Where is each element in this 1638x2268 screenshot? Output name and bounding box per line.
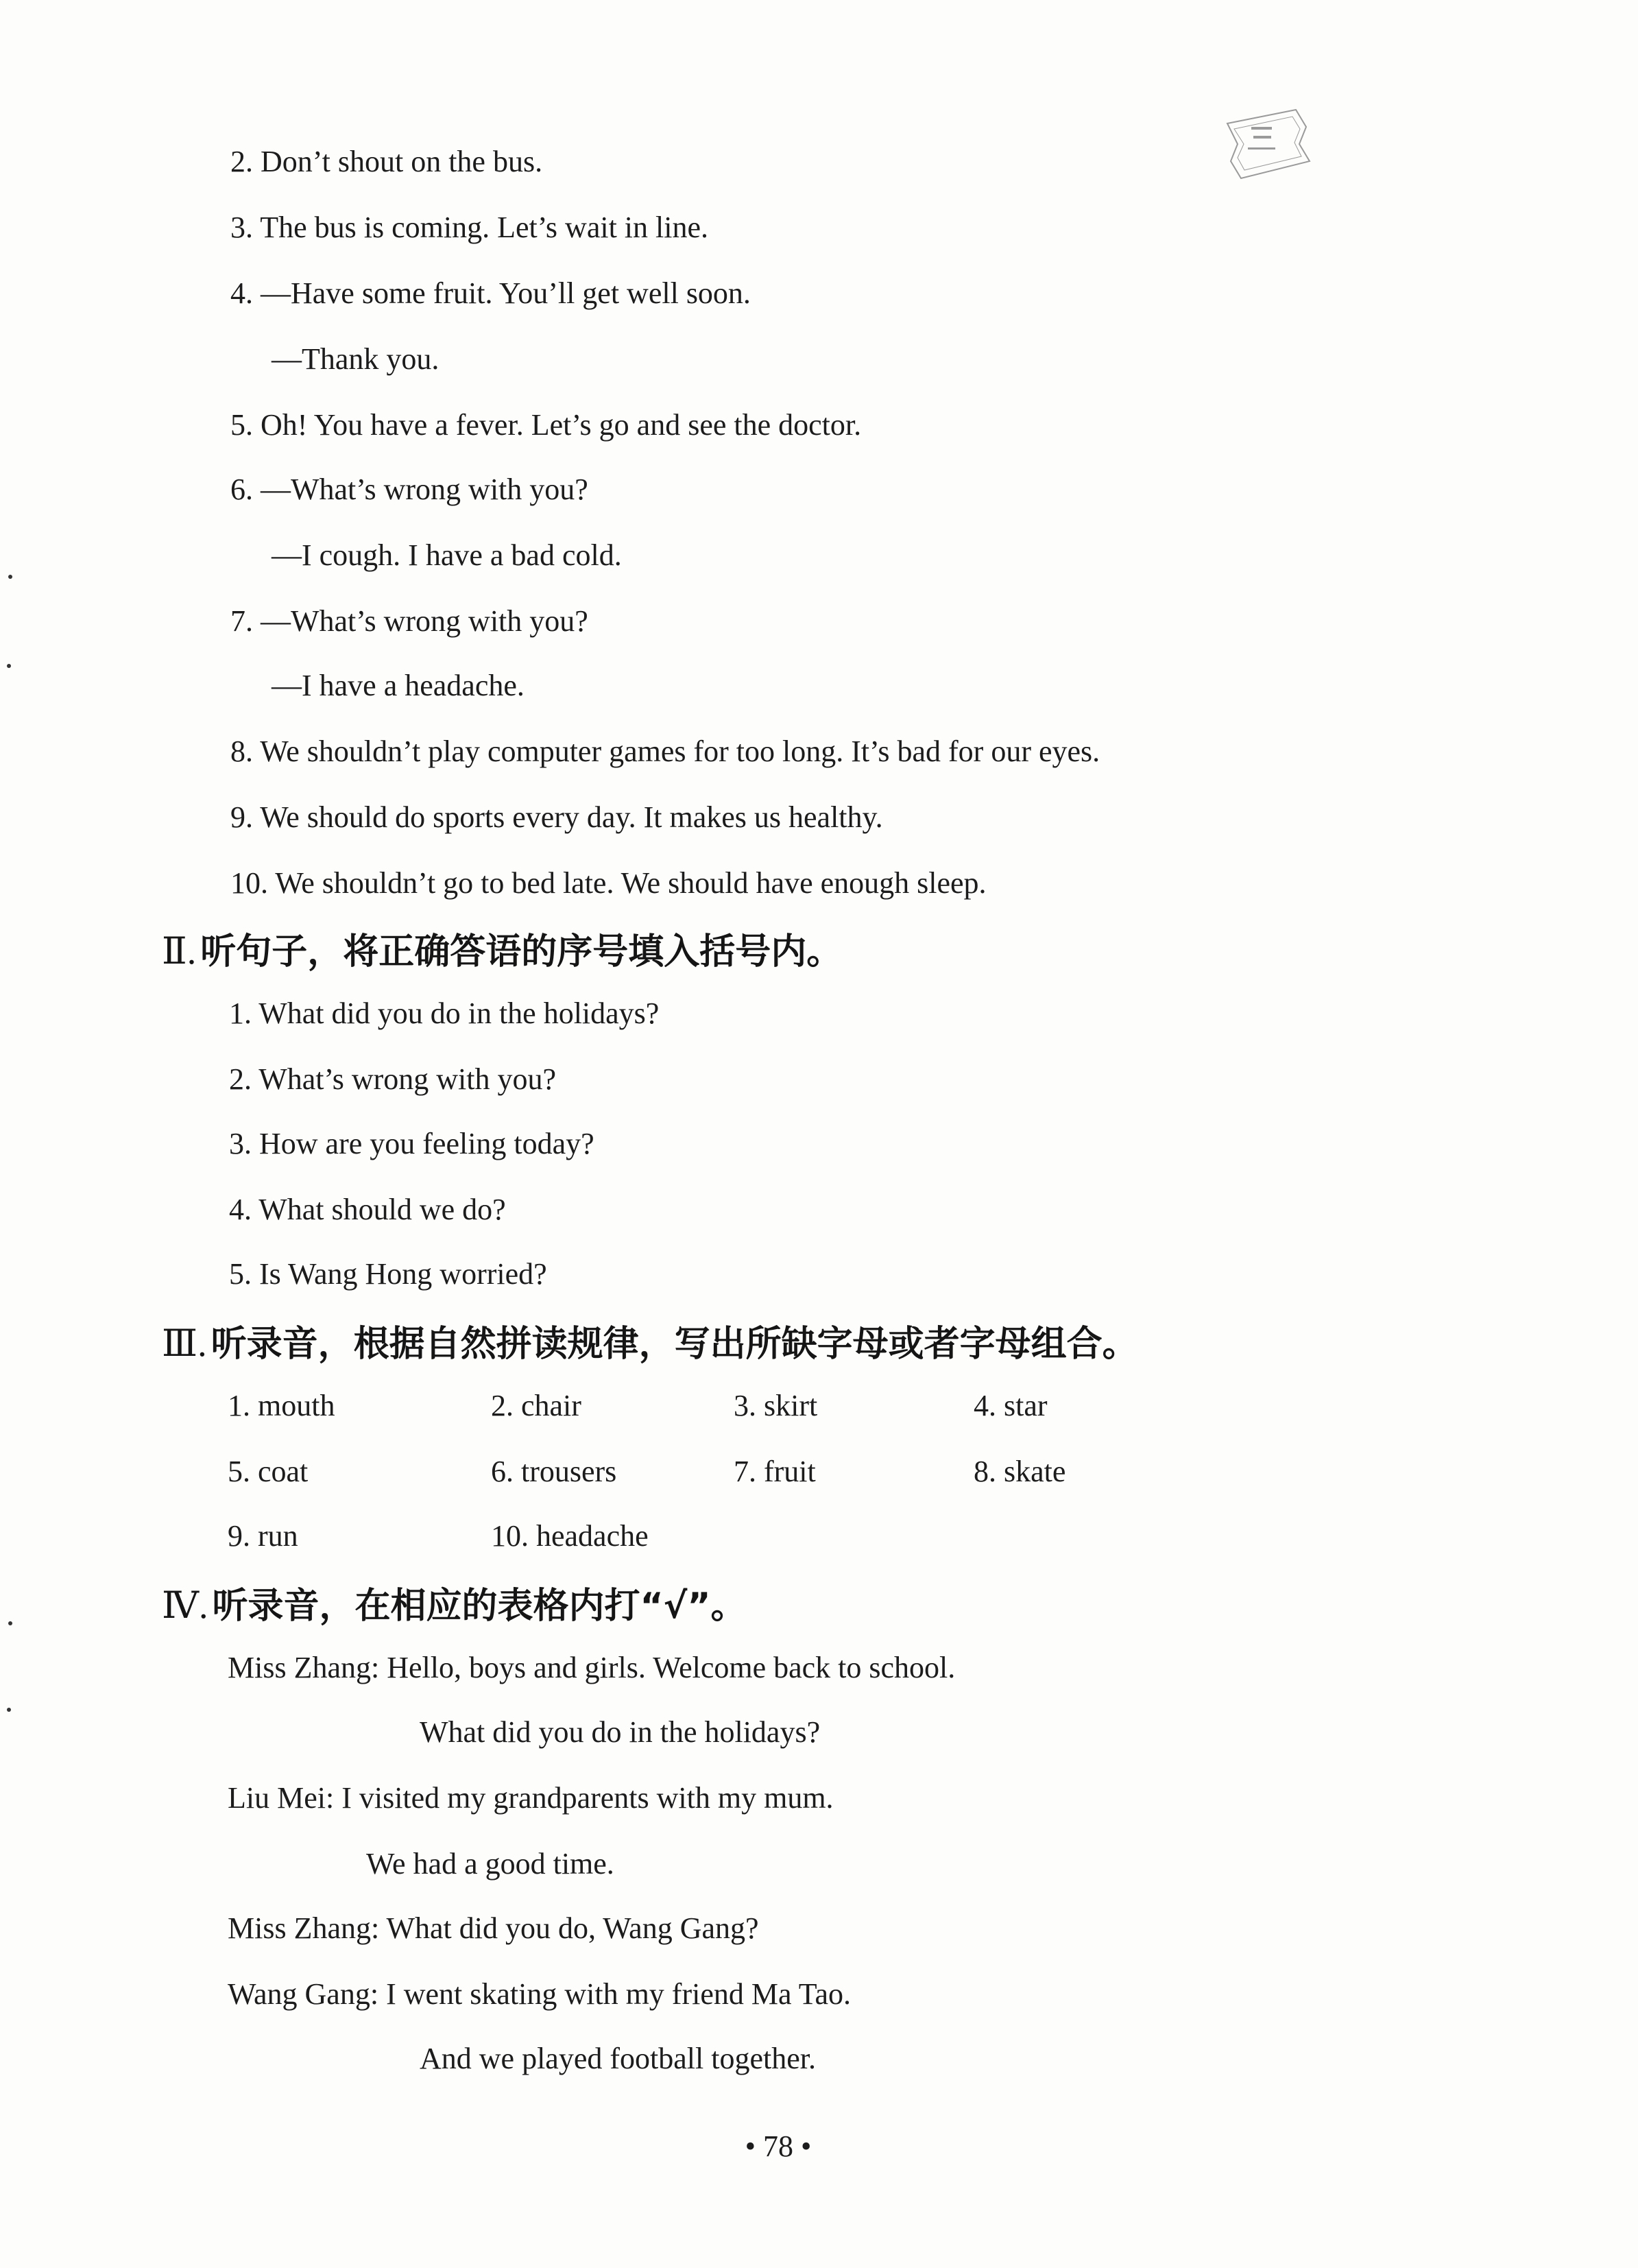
item-number: 4. (229, 1193, 252, 1226)
item-number: 4. (974, 1389, 996, 1422)
item-number: 3. (229, 1127, 252, 1160)
word-item (491, 1385, 581, 1427)
list-item (230, 731, 1100, 772)
item-number: 9. (228, 1519, 250, 1553)
item-number: 5. (228, 1455, 250, 1488)
section-heading (162, 1320, 1138, 1368)
word-item (228, 1516, 298, 1557)
item-number: 7. (230, 604, 253, 638)
list-item (272, 665, 525, 706)
dialogue-line (228, 1647, 955, 1688)
list-item (272, 339, 439, 380)
speaker-name: Wang Gang: (228, 1977, 379, 2011)
dialogue-text: Hello, boys and girls. Welcome back to school. (387, 1651, 956, 1684)
item-number: 2. (230, 145, 253, 178)
section-number: Ⅲ. (162, 1323, 207, 1364)
item-number: 5. (230, 408, 253, 442)
word-item (974, 1385, 1048, 1427)
item-text: Don’t shout on the bus. (261, 145, 543, 178)
dialogue-line (228, 1908, 759, 1949)
item-number: 10. (491, 1519, 529, 1553)
stamp-icon (1214, 103, 1316, 185)
word-item (734, 1385, 817, 1427)
speaker-name: Liu Mei: (228, 1781, 335, 1815)
list-item (230, 405, 861, 446)
item-word: chair (521, 1389, 581, 1422)
page-number: • 78 • (745, 2129, 812, 2163)
item-number: 1. (229, 996, 252, 1030)
list-item (230, 207, 708, 248)
section-heading (162, 927, 842, 976)
section-title: 听录音，根据自然拼读规律，写出所缺字母或者字母组合。 (210, 1324, 1138, 1365)
margin-speck (8, 575, 12, 579)
item-text: —I have a headache. (272, 669, 525, 702)
word-item (974, 1451, 1065, 1492)
dialogue-text: And we played football together. (420, 2042, 816, 2075)
dialogue-text: I visited my grandparents with my mum. (341, 1781, 834, 1815)
item-text: —What’s wrong with you? (261, 604, 588, 638)
section-number: Ⅳ. (162, 1585, 208, 1626)
item-text: What’s wrong with you? (258, 1062, 557, 1096)
speaker-name: Miss Zhang: (228, 1651, 380, 1684)
section-number: Ⅱ. (162, 931, 197, 972)
item-text: We should do sports every day. It makes us healthy. (260, 800, 883, 834)
item-text: —I cough. I have a bad cold. (272, 538, 622, 572)
dialogue-text: I went skating with my friend Ma Tao. (386, 1977, 852, 2011)
item-number: 9. (230, 800, 253, 834)
list-item (230, 469, 588, 510)
word-item (491, 1451, 616, 1492)
dialogue-line (420, 2038, 816, 2079)
item-text: Is Wang Hong worried? (259, 1257, 547, 1291)
item-number: 6. (491, 1455, 514, 1488)
list-item (230, 273, 751, 314)
list-item (230, 863, 987, 904)
dialogue-text: What did you do in the holidays? (420, 1715, 821, 1749)
item-text: What did you do in the holidays? (258, 996, 660, 1030)
speaker-name: Miss Zhang: (228, 1911, 380, 1945)
item-number: 8. (974, 1455, 996, 1488)
item-word: star (1004, 1389, 1048, 1422)
item-text: We shouldn’t go to bed late. We should have enough sleep. (275, 866, 987, 900)
item-word: mouth (258, 1389, 335, 1422)
item-text: The bus is coming. Let’s wait in line. (260, 211, 709, 244)
word-item (228, 1451, 308, 1492)
section-heading (162, 1581, 747, 1630)
item-number: 2. (229, 1062, 252, 1096)
word-item (491, 1516, 649, 1557)
list-item (229, 1123, 594, 1165)
dialogue-text: We had a good time. (366, 1847, 614, 1881)
section-title: 听录音，在相应的表格内打“√”。 (212, 1586, 747, 1627)
list-item (230, 797, 883, 838)
margin-speck (7, 1708, 11, 1712)
list-item (229, 1254, 547, 1295)
list-item (229, 1059, 556, 1100)
dialogue-line (228, 1778, 834, 1819)
item-text: How are you feeling today? (259, 1127, 594, 1160)
item-number: 8. (230, 735, 253, 768)
item-number: 2. (491, 1389, 514, 1422)
item-word: coat (258, 1455, 309, 1488)
list-item (230, 601, 588, 642)
item-word: headache (536, 1519, 649, 1553)
dialogue-line (420, 1712, 820, 1753)
item-number: 3. (734, 1389, 756, 1422)
item-number: 7. (734, 1455, 756, 1488)
item-text: —Have some fruit. You’ll get well soon. (261, 276, 751, 310)
item-word: fruit (764, 1455, 816, 1488)
dialogue-line (228, 1974, 851, 2015)
item-number: 6. (230, 473, 253, 506)
margin-speck (8, 1621, 12, 1625)
item-text: Oh! You have a fever. Let’s go and see the doctor. (261, 408, 862, 442)
item-number: 5. (229, 1257, 252, 1291)
list-item (230, 141, 542, 182)
section-title: 听句子，将正确答语的序号填入括号内。 (200, 931, 843, 972)
item-text: —Thank you. (272, 342, 439, 376)
item-number: 4. (230, 276, 253, 310)
item-text: We shouldn’t play computer games for too long. It’s bad for our eyes. (260, 735, 1100, 768)
item-word: trousers (521, 1455, 617, 1488)
item-word: run (258, 1519, 298, 1553)
list-item (229, 993, 659, 1034)
item-text: —What’s wrong with you? (261, 473, 588, 506)
word-item (228, 1385, 335, 1427)
dialogue-line (366, 1843, 614, 1885)
word-item (734, 1451, 816, 1492)
list-item (229, 1189, 506, 1230)
item-number: 3. (230, 211, 253, 244)
item-text: What should we do? (258, 1193, 506, 1226)
item-number: 1. (228, 1389, 250, 1422)
dialogue-text: What did you do, Wang Gang? (386, 1911, 759, 1945)
list-item (272, 535, 622, 576)
margin-speck (7, 664, 11, 668)
item-number: 10. (230, 866, 268, 900)
item-word: skirt (764, 1389, 818, 1422)
item-word: skate (1004, 1455, 1066, 1488)
